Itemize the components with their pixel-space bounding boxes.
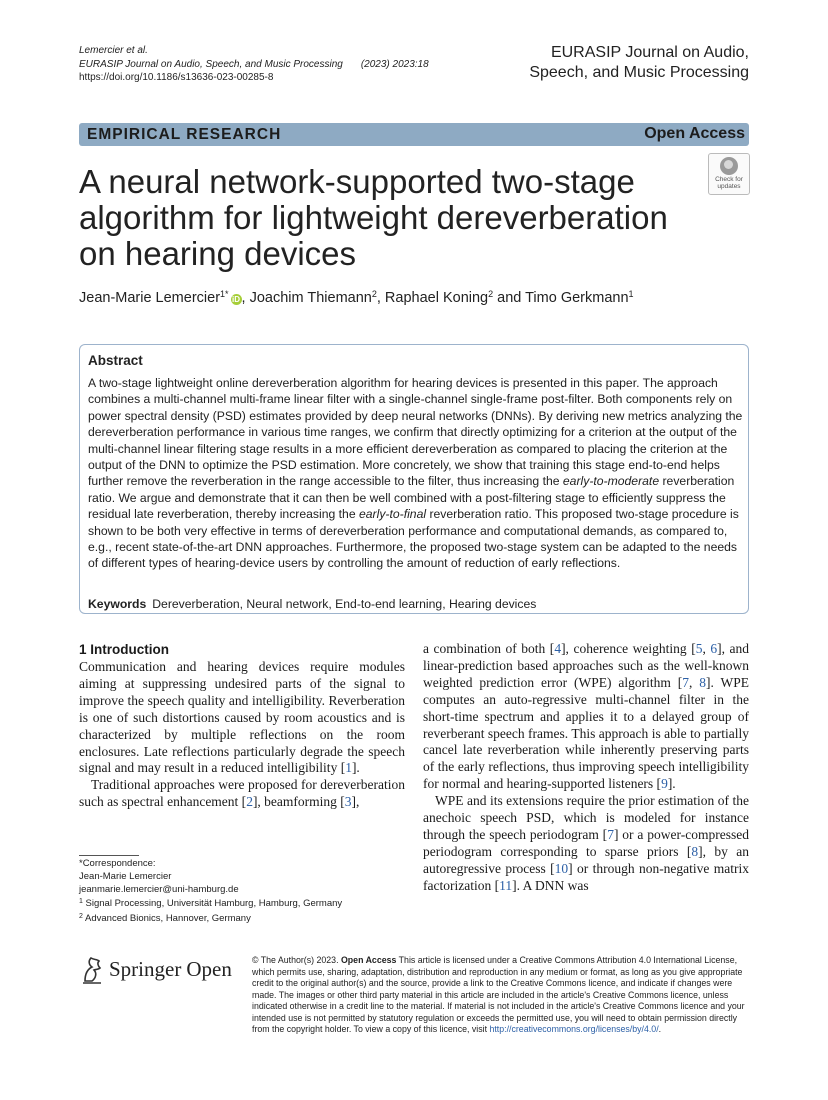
author-2-affil: 2 [371, 289, 377, 299]
orcid-icon[interactable]: iD [232, 295, 241, 304]
year-issue: (2023) 2023:18 [360, 58, 429, 70]
left-column [79, 641, 405, 811]
citation-link[interactable]: 9 [661, 776, 668, 792]
citation-link[interactable]: 3 [344, 794, 352, 810]
author-4-affil: 1 [628, 289, 634, 299]
citation-link[interactable]: 2 [246, 794, 253, 810]
citation-link[interactable]: 10 [554, 860, 569, 876]
author-1[interactable]: Jean-Marie Lemercier [79, 290, 221, 306]
license-open-access: Open Access [340, 955, 397, 965]
keywords [88, 596, 536, 612]
correspondence-name: Jean-Marie Lemercier [79, 870, 172, 882]
author-2[interactable]: , Joachim Thiemann [241, 290, 372, 306]
check-updates-line1: Check for [715, 176, 743, 183]
author-1-affil: 1* [220, 289, 229, 299]
footnote-rule [79, 855, 139, 856]
author-4[interactable]: and Timo Gerkmann [493, 290, 629, 306]
author-3[interactable]: , Raphael Koning [376, 290, 489, 306]
license-link[interactable]: http://creativecommons.org/licenses/by/4.0/ [489, 1024, 659, 1034]
running-header [79, 44, 429, 85]
intro-paragraph-3: WPE and its extensions require the prior estimation of the anechoic speech PSD, which is modeled for instance through the speech periodogram [7] or a power-compressed periodogram corresponding to sparse priors [8], by an autoregressive process [10] or through non-negative matrix factorization [11]. A DNN was [423, 793, 750, 893]
journal-name [529, 43, 749, 83]
abstract-heading: Abstract [88, 353, 143, 368]
right-column [423, 641, 749, 895]
citation-link[interactable]: 1 [345, 760, 352, 776]
author-line: Lemercier et al. [79, 45, 148, 56]
author-3-affil: 2 [488, 289, 494, 299]
citation-link[interactable]: 6 [710, 641, 718, 656]
footnotes [79, 855, 405, 926]
doi-link[interactable]: https://doi.org/10.1186/s13636-023-00285-8 [79, 72, 274, 83]
check-updates-line2: updates [717, 183, 741, 190]
citation-link[interactable]: 5 [695, 641, 703, 656]
affiliation-1: $^1$ Signal Processing, Universität Hamburg, Hamburg, Germany [79, 898, 343, 910]
journal-name-line2: Speech, and Music Processing [529, 64, 749, 81]
affiliation-2: $^2$ Advanced Bionics, Hannover, Germany [79, 913, 251, 925]
intro-paragraph-2-continued: a combination of both [4], coherence weighting [5, 6], and linear-prediction based approaches such as the well-known weighted prediction error (WPE) algorithm [7, 8]. WPE computes an auto-regressive multi-channel filter in the short-time spectrum and applies it to a delayed group of reverberant speech frames. This approach is able to partially cancel late reverberation while inherently preserving parts of the early reflections, thus improving speech intelligibility for normal and hearing-supported listeners [9]. [423, 641, 750, 792]
intro-paragraph-1: Communication and hearing devices require modules aiming at suppressing undesired parts of the signal to improve the speech quality and intelligibility. Reverberation is one of such distortions caused by room acoustics and is characterized by multiple reflections on the room enclosures. Late reflections particularly degrade the speech signal and may result in a reduced intelligibility [1]. [79, 659, 405, 776]
author-list [79, 285, 634, 307]
abstract-box [79, 344, 749, 614]
citation-link[interactable]: 11 [499, 877, 513, 893]
open-access-label: Open Access [644, 125, 745, 142]
license-notice: © The Author(s) 2023. Open Access This article is licensed under a Creative Commons Attribution 4.0 International License, which permits use, sharing, adaptation, distribution and reproduction in any medium or format, as long as you give appropriate credit to the original author(s) and the source, provide a link to the Creative Commons licence, and indicate if changes were made. The images or other third party material in this article are included in the article's Creative Commons licence, unless indicated otherwise in a credit line to the material. If material is not included in the article's Creative Commons licence and your intended use is not permitted by statutory regulation or exceeds the permitted use, you will need to obtain permission directly from the copyright holder. To view a copy of this licence, visit http://creativecommons.org/licenses/by/4.0/. [252, 955, 745, 1034]
intro-paragraph-2: Traditional approaches were proposed for dereverberation such as spectral enhancement [2], beamforming [3], [79, 777, 405, 810]
article-type-banner [79, 123, 749, 146]
correspondence-label: *Correspondence: [79, 858, 156, 869]
article-title [79, 164, 699, 272]
title-line2: algorithm for lightweight dereverberation [79, 199, 668, 236]
journal-name-line1: EURASIP Journal on Audio, [550, 44, 749, 61]
citation-link[interactable]: 4 [554, 641, 562, 656]
publisher-name: Springer [109, 957, 182, 981]
citation-link[interactable]: 8 [691, 843, 699, 859]
citation-link[interactable]: 7 [607, 826, 614, 842]
title-line1: A neural network-supported two-stage [79, 163, 635, 200]
keywords-list: Dereverberation, Neural network, End-to-end learning, Hearing devices [152, 597, 537, 611]
journal-line: EURASIP Journal on Audio, Speech, and Music Processing [79, 58, 343, 70]
citation-link[interactable]: 8 [699, 674, 707, 690]
section-heading-introduction: 1 Introduction [79, 642, 169, 657]
abstract-text: A two-stage lightweight online dereverberation algorithm for hearing devices is presented in this paper. The approach combines a multi-channel multi-frame linear filter with a single-channel single-frame post-filter. Both components rely on power spectral density (PSD) estimates provided by deep neural networks (DNNs). By deriving new metrics analyzing the dereverberation performance in various time ranges, we confirm that directly optimizing for a criterion at the output of the multi-channel linear filtering stage results in a more efficient dereverberation as compared to placing the criterion at the output of the DNN to optimize the PSD estimation. More concretely, we show that training this stage end-to-end helps further remove the reverberation in the range accessible to the filter, thus increasing the early-to-moderate reverberation ratio. We argue and demonstrate that it can then be well combined with a post-filtering stage to efficiently suppress the residual late reverberation, thereby increasing the early-to-final reverberation ratio. This proposed two-stage procedure is shown to be both very effective in terms of dereverberation performance and computational demands, as compared to, e.g., recent state-of-the-art DNN approaches. Furthermore, the proposed two-stage system can be adapted to the needs of different types of hearing-device users by controlling the amount of reduction of early reflections. [88, 376, 743, 571]
springer-horse-icon [79, 955, 105, 985]
article-category: EMPIRICAL RESEARCH [87, 126, 282, 143]
check-updates-icon [720, 157, 738, 175]
title-line3: on hearing devices [79, 235, 357, 272]
citation-link[interactable]: 7 [682, 674, 690, 690]
check-for-updates-badge[interactable] [708, 153, 750, 195]
correspondence-email[interactable]: jeanmarie.lemercier@uni-hamburg.de [79, 883, 239, 895]
publisher-open: Open [186, 957, 232, 981]
keywords-label: Keywords [88, 597, 147, 611]
